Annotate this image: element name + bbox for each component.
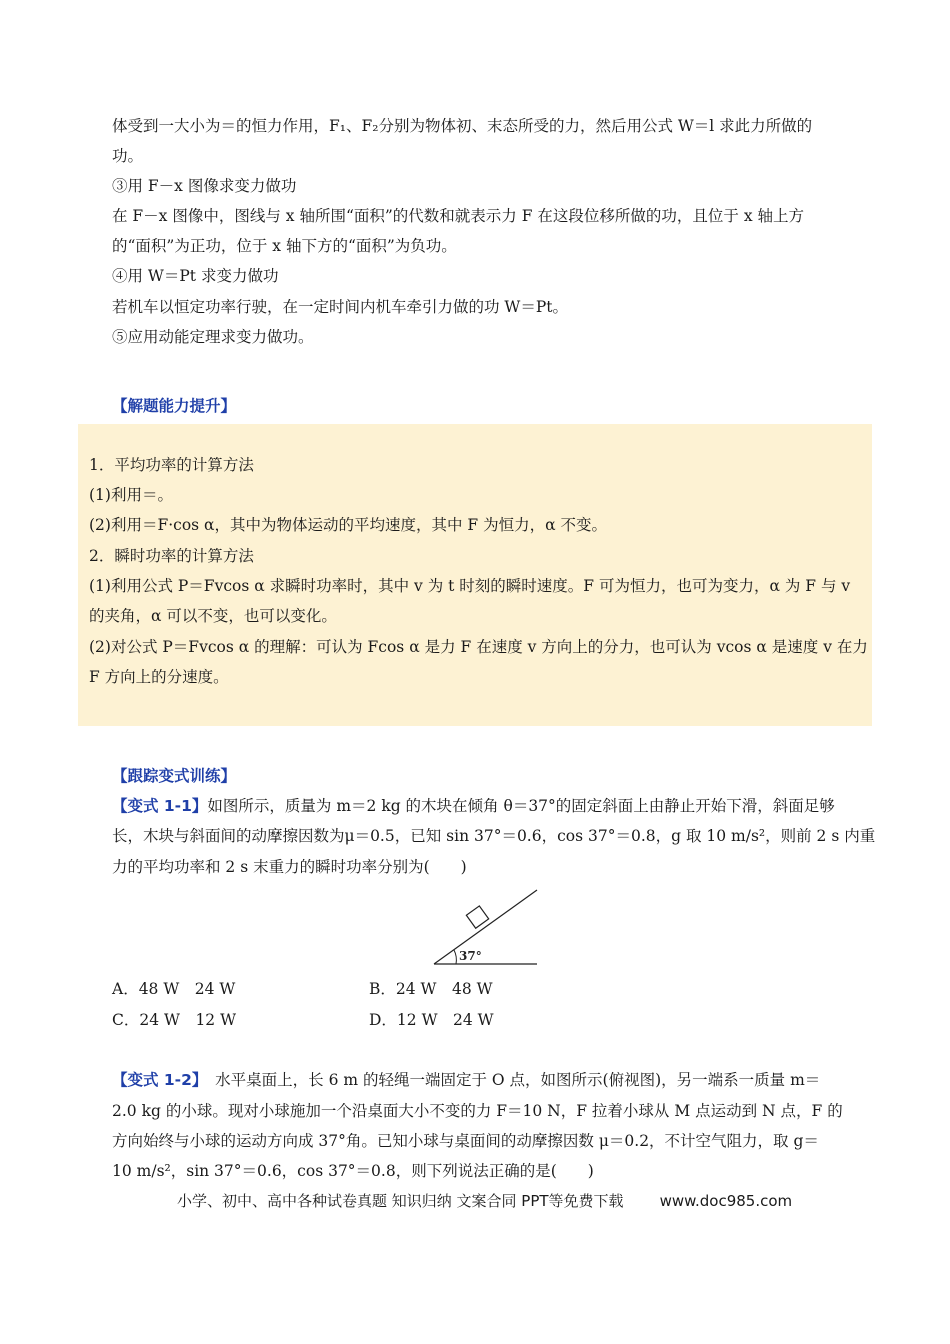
incline-block [466,906,488,928]
tip-line-3: (2)利用＝F·cos α，其中为物体运动的平均速度，其中 F 为恒力，α 不变。 [89,516,608,534]
heading-practice: 【跟踪变式训练】 [112,767,237,785]
tip-line-7: (2)对公式 P＝Fvcos α 的理解：可认为 Fcos α 是力 F 在速度 v 方向上的分力，也可认为 vcos α 是速度 v 在力 [89,638,868,656]
intro-line-7: 若机车以恒定功率行驶，在一定时间内机车牵引力做的功 W＝Pt。 [112,298,569,316]
incline-slope [434,890,537,964]
intro-line-1: 体受到一大小为＝的恒力作用，F₁、F₂分别为物体初、末态所受的力，然后用公式 W＝l 求此力所做的 [112,117,813,135]
footer-text: 小学、初中、高中各种试卷真题 知识归纳 文案合同 PPT等免费下载 [177,1192,624,1210]
intro-line-3: ③用 F－x 图像求变力做功 [112,177,297,195]
footer [177,1190,792,1211]
option-b: B．24 W 48 W [369,980,493,998]
option-c: C．24 W 12 W [112,1011,237,1029]
footer-url[interactable]: www.doc985.com [659,1192,793,1210]
q2-line-4: 10 m/s²，sin 37°＝0.6，cos 37°＝0.8，则下列说法正确的是( ) [112,1162,594,1180]
intro-line-2: 功。 [112,147,144,165]
intro-line-4: 在 F－x 图像中，图线与 x 轴所围“面积”的代数和就表示力 F 在这段位移所做的功，且位于 x 轴上方 [112,207,805,225]
tip-line-5: (1)利用公式 P＝Fvcos α 求瞬时功率时，其中 v 为 t 时刻的瞬时速度。F 可为恒力，也可为变力，α 为 F 与 v [89,577,851,595]
tip-line-1: 1．平均功率的计算方法 [89,456,254,474]
tip-line-6: 的夹角，α 可以不变，也可以变化。 [89,607,337,625]
q2-line-2: 2.0 kg 的小球。现对小球施加一个沿桌面大小不变的力 F＝10 N，F 拉着小球从 M 点运动到 N 点，F 的 [112,1102,843,1120]
tip-line-2: (1)利用＝。 [89,486,173,504]
q2-line-1 [112,1069,820,1091]
tip-line-8: F 方向上的分速度。 [89,668,229,686]
incline-figure [430,888,542,968]
q1-line-2: 长，木块与斜面间的动摩擦因数为μ＝0.5，已知 sin 37°＝0.6，cos 37°＝0.8，g 取 10 m/s²，则前 2 s 内重 [112,827,876,845]
q2-tag: 【变式 1-2】 [112,1071,200,1089]
q2-first-text: 水平桌面上，长 6 m 的轻绳一端固定于 O 点，如图所示(俯视图)，另一端系一质量 m＝ [199,1071,821,1089]
q1-line-3: 力的平均功率和 2 s 末重力的瞬时功率分别为( ) [112,858,467,876]
angle-label: 37° [459,949,482,963]
option-d: D．12 W 24 W [369,1011,494,1029]
q2-line-3: 方向始终与小球的运动方向成 37°角。已知小球与桌面间的动摩擦因数 μ＝0.2，不计空气阻力，取 g＝ [112,1132,819,1150]
heading-skill: 【解题能力提升】 [112,397,237,415]
intro-line-8: ⑤应用动能定理求变力做功。 [112,328,314,346]
intro-line-6: ④用 W＝Pt 求变力做功 [112,267,279,285]
q1-tag: 【变式 1-1】 [112,797,208,815]
tip-line-4: 2．瞬时功率的计算方法 [89,547,254,565]
intro-line-5: 的“面积”为正功，位于 x 轴下方的“面积”为负功。 [112,237,457,255]
angle-arc [454,950,456,964]
q1-first-text: 如图所示，质量为 m＝2 kg 的木块在倾角 θ＝37°的固定斜面上由静止开始下滑，斜面足够 [207,797,835,815]
option-a: A．48 W 24 W [112,980,236,998]
q1-line-1 [112,795,835,817]
